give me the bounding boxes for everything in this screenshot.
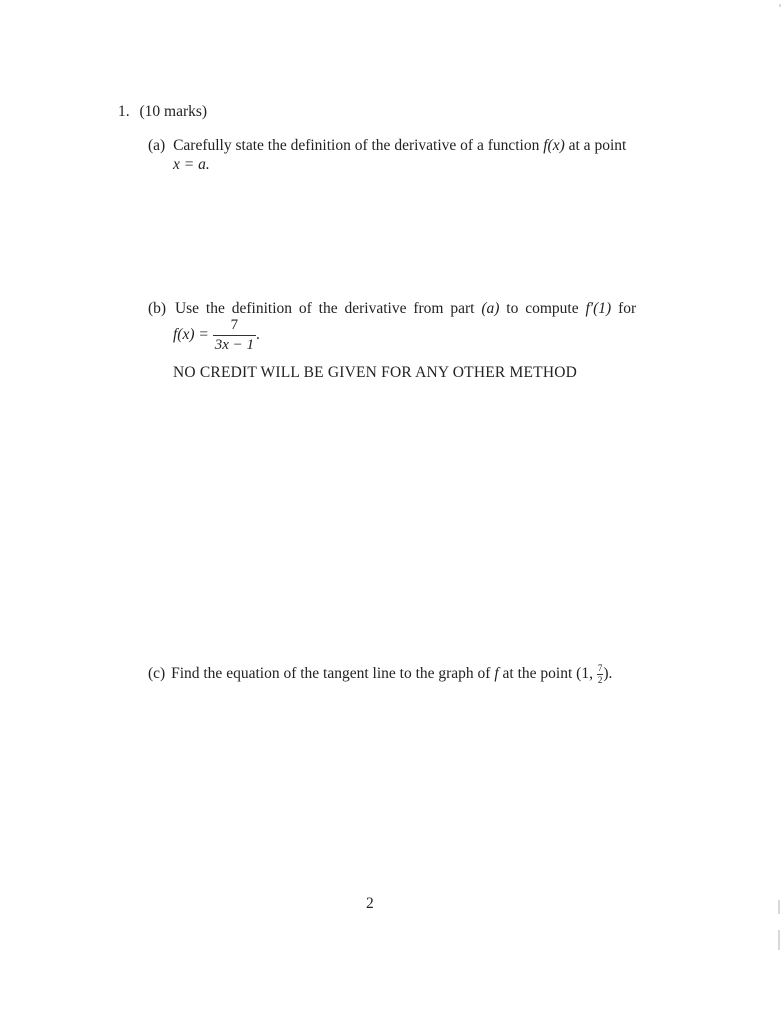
part-c-mid: at the point <box>498 665 577 682</box>
part-c-text: Find the equation of the tangent line to the graph of <box>171 665 495 682</box>
question-number: 1. <box>118 103 130 120</box>
part-a-text: Carefully state the definition of the derivative of a function <box>173 137 544 154</box>
part-b-mid: to compute <box>499 300 586 317</box>
no-credit-notice: NO CREDIT WILL BE GIVEN FOR ANY OTHER METHOD <box>173 364 578 381</box>
part-a-fx: f(x) <box>543 137 565 154</box>
point-fraction-denominator: 2 <box>597 674 603 685</box>
part-a-line-2: x = a. <box>173 156 210 173</box>
scan-speck <box>778 930 780 950</box>
part-c-f: f <box>494 665 499 682</box>
part-c-line <box>148 663 612 685</box>
scan-speck <box>778 900 780 914</box>
fraction-denominator: 3x − 1 <box>214 337 254 353</box>
part-b-a-ref: (a) <box>481 300 500 317</box>
page-number: 2 <box>366 895 374 912</box>
part-a-tail: at a point <box>564 137 627 154</box>
question-header <box>118 103 207 121</box>
part-a-line-1 <box>148 137 626 155</box>
part-b-label: (b) <box>148 300 167 317</box>
part-c-point-close: ). <box>603 665 613 682</box>
part-a-label: (a) <box>148 137 166 154</box>
part-b-function <box>173 318 260 353</box>
point-fraction-numerator: 7 <box>597 662 603 673</box>
part-b-fx-lhs: f(x) = <box>173 326 213 344</box>
part-c-label: (c) <box>148 665 166 682</box>
part-b-fprime: f′(1) <box>585 300 612 317</box>
fraction-numerator: 7 <box>230 317 239 333</box>
part-c-point-open: (1, <box>576 665 597 682</box>
part-b-text: Use the definition of the derivative from part <box>174 300 482 317</box>
scan-speck <box>779 4 781 7</box>
question-marks: (10 marks) <box>139 103 208 120</box>
part-b-tail: for <box>611 300 637 317</box>
part-b-line-1 <box>148 300 636 318</box>
part-b-fraction <box>213 318 256 353</box>
part-b-period: . <box>256 326 260 344</box>
